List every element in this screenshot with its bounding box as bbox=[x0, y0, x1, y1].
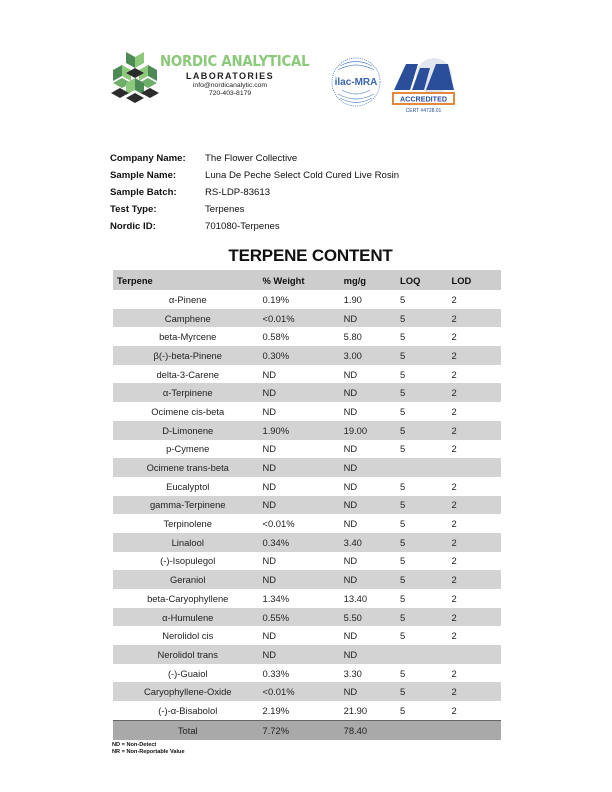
company-email: info@nordicanalytic.com bbox=[192, 82, 268, 89]
cell-lod: 2 bbox=[451, 592, 457, 604]
meta-sample-batch bbox=[110, 184, 399, 201]
cell-terpene: p-Cymene bbox=[166, 443, 210, 455]
section-title: TERPENE CONTENT bbox=[228, 246, 393, 265]
terpene-table bbox=[113, 270, 501, 740]
table-body bbox=[113, 290, 501, 740]
report-header bbox=[108, 44, 468, 114]
table-row bbox=[113, 570, 501, 589]
company-branding bbox=[160, 52, 310, 97]
cell-weight: <0.01% bbox=[262, 309, 343, 328]
cell-weight: <0.01% bbox=[262, 518, 295, 530]
cell-weight: ND bbox=[262, 555, 277, 567]
company-subtitle: LABORATORIES bbox=[186, 71, 274, 81]
legend bbox=[112, 742, 185, 756]
table-row bbox=[113, 346, 501, 365]
cell-weight: <0.01% bbox=[262, 682, 343, 701]
table-row bbox=[113, 682, 501, 701]
cell-mgg: ND bbox=[343, 630, 358, 642]
cell-loq: 5 bbox=[400, 405, 406, 417]
meta-label: Test Type: bbox=[110, 204, 157, 215]
cell-mgg: 1.90 bbox=[343, 293, 362, 305]
cell-terpene: gamma-Terpinene bbox=[113, 496, 262, 515]
cell-mgg: ND bbox=[344, 496, 400, 515]
cell-loq: 5 bbox=[400, 293, 406, 305]
cell-loq: 5 bbox=[400, 331, 406, 343]
table-row bbox=[113, 365, 501, 384]
table-total-row bbox=[113, 720, 501, 740]
cell-lod: 2 bbox=[451, 667, 457, 679]
cell-mgg: ND bbox=[344, 309, 400, 328]
meta-label: Sample Batch: bbox=[110, 187, 177, 198]
cell-terpene: β(-)-beta-Pinene bbox=[113, 346, 262, 365]
cell-lod: 2 bbox=[451, 480, 457, 492]
cell-mgg: 21.90 bbox=[343, 704, 368, 716]
meta-value: 701080-Terpenes bbox=[205, 221, 280, 232]
cell-loq: 5 bbox=[400, 630, 406, 642]
cell-lod: 2 bbox=[451, 331, 457, 343]
cell-weight: 0.58% bbox=[262, 331, 290, 343]
cell-lod: 2 bbox=[451, 293, 457, 305]
cell-weight: ND bbox=[262, 480, 277, 492]
legend-nr: NR = Non-Reportable Value bbox=[112, 749, 185, 755]
svg-text:ilac-MRA: ilac-MRA bbox=[334, 77, 378, 88]
table-row bbox=[113, 458, 501, 477]
header-lod: LOD bbox=[452, 270, 502, 290]
cell-weight: 0.55% bbox=[262, 608, 343, 627]
meta-company bbox=[110, 150, 399, 167]
cell-weight: ND bbox=[262, 458, 343, 477]
cell-terpene: (-)-α-Bisabolol bbox=[158, 704, 218, 716]
meta-nordic-id bbox=[110, 218, 399, 235]
meta-value: Terpenes bbox=[205, 204, 245, 215]
cell-terpene: Eucalyptol bbox=[166, 480, 210, 492]
cell-mgg: ND bbox=[344, 682, 400, 701]
cell-lod: 2 bbox=[451, 704, 457, 716]
cell-loq bbox=[400, 645, 451, 664]
cell-lod: 2 bbox=[452, 533, 502, 552]
header-terpene: Terpene bbox=[113, 270, 262, 290]
table-row bbox=[113, 608, 501, 627]
cell-terpene: α-Humulene bbox=[113, 608, 262, 627]
cell-lod bbox=[452, 645, 502, 664]
cell-terpene: α-Pinene bbox=[168, 293, 207, 305]
cell-terpene: (-)-Guaiol bbox=[167, 667, 208, 679]
nordic-hexagon-logo-icon bbox=[108, 50, 162, 106]
total-cell-mgg: 78.40 bbox=[344, 720, 400, 740]
cell-lod: 2 bbox=[451, 555, 457, 567]
table-row bbox=[113, 496, 501, 515]
cell-terpene: Camphene bbox=[113, 309, 262, 328]
cell-weight: ND bbox=[262, 405, 277, 417]
cell-loq: 5 bbox=[400, 570, 451, 589]
cell-terpene: beta-Myrcene bbox=[159, 331, 217, 343]
cell-mgg: 5.80 bbox=[343, 331, 362, 343]
cell-loq: 5 bbox=[400, 368, 406, 380]
cell-loq: 5 bbox=[400, 383, 451, 402]
cell-weight: ND bbox=[262, 496, 343, 515]
cell-mgg: ND bbox=[343, 555, 358, 567]
meta-label: Sample Name: bbox=[110, 170, 177, 181]
cell-weight: 1.34% bbox=[262, 592, 290, 604]
table-row bbox=[113, 309, 501, 328]
cell-lod: 2 bbox=[452, 608, 502, 627]
cell-lod: 2 bbox=[451, 443, 457, 455]
cell-mgg: ND bbox=[343, 368, 358, 380]
meta-test-type bbox=[110, 201, 399, 218]
cell-loq bbox=[400, 458, 451, 477]
cell-mgg: 13.40 bbox=[343, 592, 368, 604]
cell-terpene: D-Limonene bbox=[113, 421, 262, 440]
cell-loq: 5 bbox=[400, 480, 406, 492]
cell-terpene: Terpinolene bbox=[163, 518, 212, 530]
cell-weight: 2.19% bbox=[262, 704, 290, 716]
cell-loq: 5 bbox=[400, 518, 406, 530]
table-row bbox=[113, 402, 501, 421]
cell-mgg: 5.50 bbox=[344, 608, 400, 627]
cell-lod: 2 bbox=[452, 682, 502, 701]
cell-lod bbox=[452, 458, 502, 477]
table-row bbox=[113, 421, 501, 440]
cell-weight: 0.33% bbox=[262, 667, 290, 679]
cell-terpene: Ocimene cis-beta bbox=[151, 405, 225, 417]
cell-mgg: ND bbox=[343, 405, 358, 417]
cell-mgg: ND bbox=[343, 480, 358, 492]
header-loq: LOQ bbox=[400, 270, 451, 290]
cell-lod: 2 bbox=[451, 405, 457, 417]
table-row bbox=[113, 440, 501, 459]
cell-weight: ND bbox=[262, 645, 343, 664]
cell-lod: 2 bbox=[451, 630, 457, 642]
cell-loq: 5 bbox=[400, 608, 451, 627]
total-cell-weight: 7.72% bbox=[262, 720, 343, 740]
cell-loq: 5 bbox=[400, 421, 451, 440]
meta-label: Company Name: bbox=[110, 153, 186, 164]
meta-sample-name bbox=[110, 167, 399, 184]
header-weight: % Weight bbox=[262, 270, 343, 290]
cell-mgg: 3.00 bbox=[344, 346, 400, 365]
cell-mgg: ND bbox=[344, 383, 400, 402]
meta-value: The Flower Collective bbox=[205, 153, 298, 164]
cell-mgg: ND bbox=[344, 458, 400, 477]
cell-loq: 5 bbox=[400, 704, 406, 716]
cell-lod: 2 bbox=[452, 421, 502, 440]
cell-lod: 2 bbox=[452, 496, 502, 515]
table-row bbox=[113, 290, 501, 309]
cell-loq: 5 bbox=[400, 443, 406, 455]
company-phone: 720-403-8179 bbox=[208, 90, 252, 97]
table-row bbox=[113, 626, 501, 645]
cell-weight: 0.30% bbox=[262, 346, 343, 365]
cell-terpene: α-Terpinene bbox=[113, 383, 262, 402]
cell-loq: 5 bbox=[400, 533, 451, 552]
cell-lod: 2 bbox=[451, 368, 457, 380]
a2la-accredited-logo-icon bbox=[390, 54, 456, 116]
table-row bbox=[113, 327, 501, 346]
cell-mgg: ND bbox=[343, 443, 358, 455]
table-row bbox=[113, 701, 501, 720]
cell-weight: ND bbox=[262, 630, 277, 642]
cell-terpene: Caryophyllene-Oxide bbox=[113, 682, 262, 701]
meta-value: RS-LDP-83613 bbox=[205, 187, 271, 198]
cell-loq: 5 bbox=[400, 555, 406, 567]
cell-mgg: 3.30 bbox=[343, 667, 362, 679]
cell-loq: 5 bbox=[400, 667, 406, 679]
cell-loq: 5 bbox=[400, 682, 451, 701]
cell-weight: ND bbox=[262, 443, 277, 455]
cell-weight: 0.19% bbox=[262, 293, 290, 305]
company-title: NORDIC ANALYTICAL bbox=[160, 52, 310, 70]
cell-lod: 2 bbox=[452, 346, 502, 365]
cell-weight: ND bbox=[262, 383, 343, 402]
table-row bbox=[113, 383, 501, 402]
sample-info bbox=[110, 150, 399, 235]
cell-terpene: Nerolidol trans bbox=[113, 645, 262, 664]
cell-weight: 1.90% bbox=[262, 421, 343, 440]
cell-weight: 0.34% bbox=[262, 533, 343, 552]
cell-lod: 2 bbox=[452, 570, 502, 589]
cell-mgg: ND bbox=[344, 570, 400, 589]
cell-loq: 5 bbox=[400, 309, 451, 328]
cell-terpene: Nerolidol cis bbox=[162, 630, 214, 642]
cell-mgg: ND bbox=[344, 645, 400, 664]
meta-value: Luna De Peche Select Cold Cured Live Rosin bbox=[205, 170, 400, 181]
total-cell-terpene: Total bbox=[113, 720, 262, 740]
cell-lod: 2 bbox=[451, 518, 457, 530]
cell-weight: ND bbox=[262, 570, 343, 589]
total-cell-loq bbox=[400, 720, 451, 740]
cell-mgg: 19.00 bbox=[344, 421, 400, 440]
table-row bbox=[113, 552, 501, 571]
total-cell-lod bbox=[452, 720, 502, 740]
cell-terpene: Linalool bbox=[113, 533, 262, 552]
cell-loq: 5 bbox=[400, 496, 451, 515]
table-row bbox=[113, 664, 501, 683]
table-row bbox=[113, 477, 501, 496]
cell-lod: 2 bbox=[452, 383, 502, 402]
table-row bbox=[113, 514, 501, 533]
header-mgg: mg/g bbox=[344, 270, 400, 290]
cell-mgg: 3.40 bbox=[344, 533, 400, 552]
cell-loq: 5 bbox=[400, 592, 406, 604]
cell-weight: ND bbox=[262, 368, 277, 380]
cell-terpene: (-)-Isopulegol bbox=[160, 555, 216, 567]
cell-terpene: Ocimene trans-beta bbox=[113, 458, 262, 477]
cell-lod: 2 bbox=[452, 309, 502, 328]
cell-mgg: ND bbox=[343, 518, 358, 530]
table-row bbox=[113, 589, 501, 608]
ilac-mra-logo-icon bbox=[330, 56, 382, 108]
cell-terpene: delta-3-Carene bbox=[156, 368, 220, 380]
cell-terpene: Geraniol bbox=[113, 570, 262, 589]
table-row bbox=[113, 645, 501, 664]
table-row bbox=[113, 533, 501, 552]
cell-loq: 5 bbox=[400, 346, 451, 365]
cell-terpene: beta-Caryophyllene bbox=[147, 592, 229, 604]
table-header-row bbox=[113, 270, 501, 290]
meta-label: Nordic ID: bbox=[110, 221, 156, 232]
svg-text:CERT #4728.01: CERT #4728.01 bbox=[405, 108, 442, 114]
legend-nd: ND = Non-Detect bbox=[112, 742, 157, 748]
svg-text:ACCREDITED: ACCREDITED bbox=[399, 94, 448, 104]
